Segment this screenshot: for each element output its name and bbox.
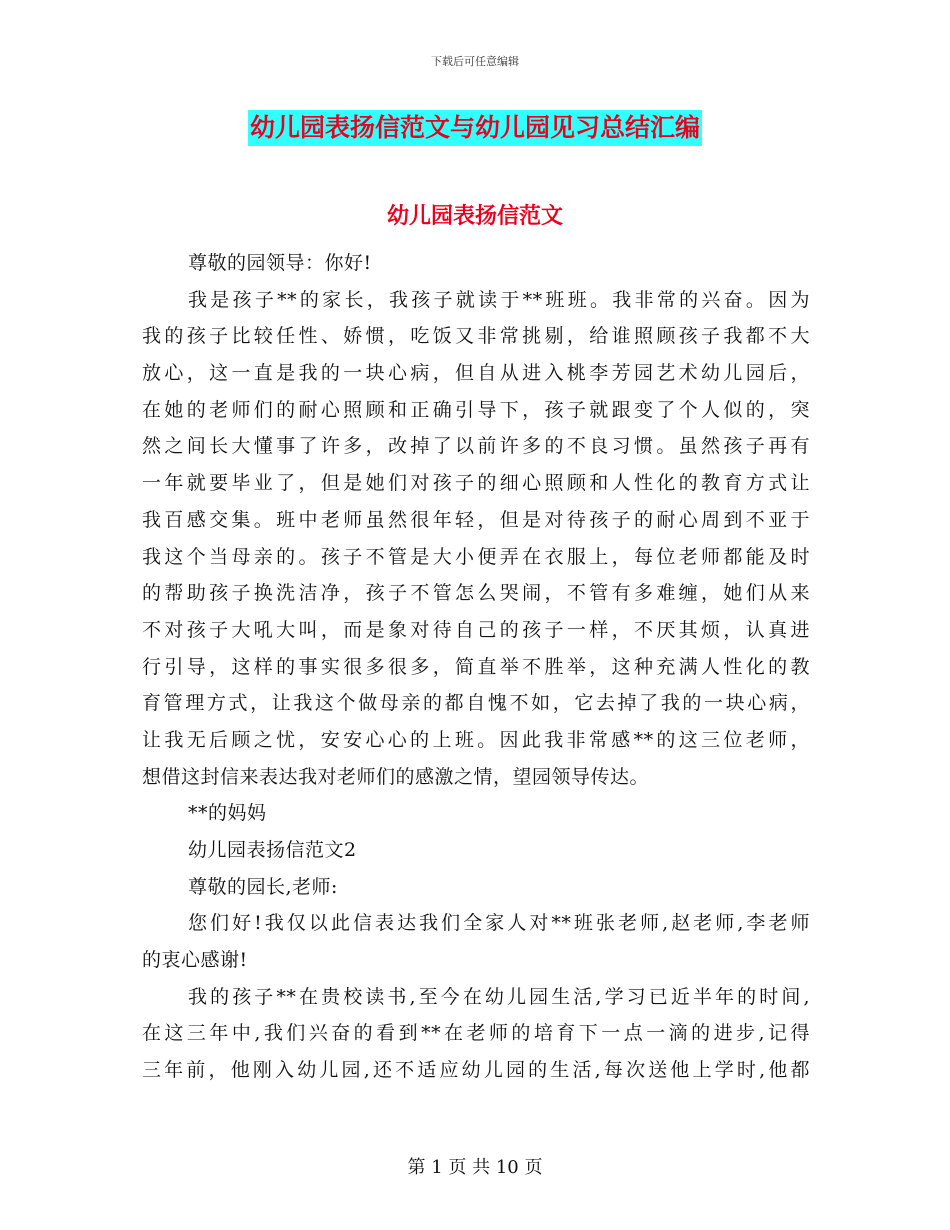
paragraph-line: 的衷心感谢! xyxy=(142,949,248,972)
paragraph-line: 让我无后顾之忧，安安心心的上班。因此我非常感**的这三位老师， xyxy=(142,728,810,751)
paragraph-line: 行引导，这样的事实很多很多，简直举不胜举，这种充满人性化的教 xyxy=(142,655,810,678)
paragraph-line: 我的孩子比较任性、娇惯，吃饭又非常挑剔，给谁照顾孩子我都不大 xyxy=(142,325,810,348)
paragraph-line: 的帮助孩子换洗洁净，孩子不管怎么哭闹，不管有多难缠，她们从来 xyxy=(142,582,810,605)
paragraph-line: 一年就要毕业了，但是她们对孩子的细心照顾和人性化的教育方式让 xyxy=(142,472,810,495)
paragraph-line: 您们好!我仅以此信表达我们全家人对**班张老师,赵老师,李老师 xyxy=(188,912,810,935)
paragraph-line: 我百感交集。班中老师虽然很年轻，但是对待孩子的耐心周到不亚于 xyxy=(142,508,810,531)
paragraph-line: 育管理方式，让我这个做母亲的都自愧不如，它去掉了我的一块心病， xyxy=(142,692,810,715)
paragraph-line: 不对孩子大吼大叫，而是象对待自己的孩子一样，不厌其烦，认真进 xyxy=(142,618,810,641)
paragraph-line: 想借这封信来表达我对老师们的感激之情，望园领导传达。 xyxy=(142,765,650,788)
signature-line: **的妈妈 xyxy=(188,802,267,825)
paragraph-line: 放心，这一直是我的一块心病，但自从进入桃李芳园艺术幼儿园后， xyxy=(142,362,810,385)
greeting-line: 尊敬的园长,老师: xyxy=(188,875,338,898)
paragraph-line: 我这个当母亲的。孩子不管是大小便弄在衣服上，每位老师都能及时 xyxy=(142,545,810,568)
section-title: 幼儿园表扬信范文 xyxy=(386,203,563,229)
page-number: 第 1 页 共 10 页 xyxy=(407,1157,543,1178)
paragraph-line: 我的孩子**在贵校读书,至今在幼儿园生活,学习已近半年的时间, xyxy=(188,985,810,1008)
paragraph-line: 三年前，他刚入幼儿园,还不适应幼儿园的生活,每次送他上学时,他都 xyxy=(142,1059,810,1082)
header-note: 下载后可任意编辑 xyxy=(431,55,519,68)
paragraph-line: 在她的老师们的耐心照顾和正确引导下，孩子就跟变了个人似的，突 xyxy=(142,398,810,421)
paragraph-line: 我是孩子**的家长，我孩子就读于**班班。我非常的兴奋。因为 xyxy=(188,288,810,311)
paragraph-line: 尊敬的园领导：你好! xyxy=(188,252,372,274)
paragraph-line: 在这三年中,我们兴奋的看到**在老师的培育下一点一滴的进步,记得 xyxy=(142,1022,810,1045)
paragraph-line: 然之间长大懂事了许多，改掉了以前许多的不良习惯。虽然孩子再有 xyxy=(142,435,810,458)
subheading-line: 幼儿园表扬信范文2 xyxy=(188,839,357,861)
document-body xyxy=(142,245,810,1089)
document-title xyxy=(0,110,950,146)
document-title-text: 幼儿园表扬信范文与幼儿园见习总结汇编 xyxy=(248,110,702,146)
